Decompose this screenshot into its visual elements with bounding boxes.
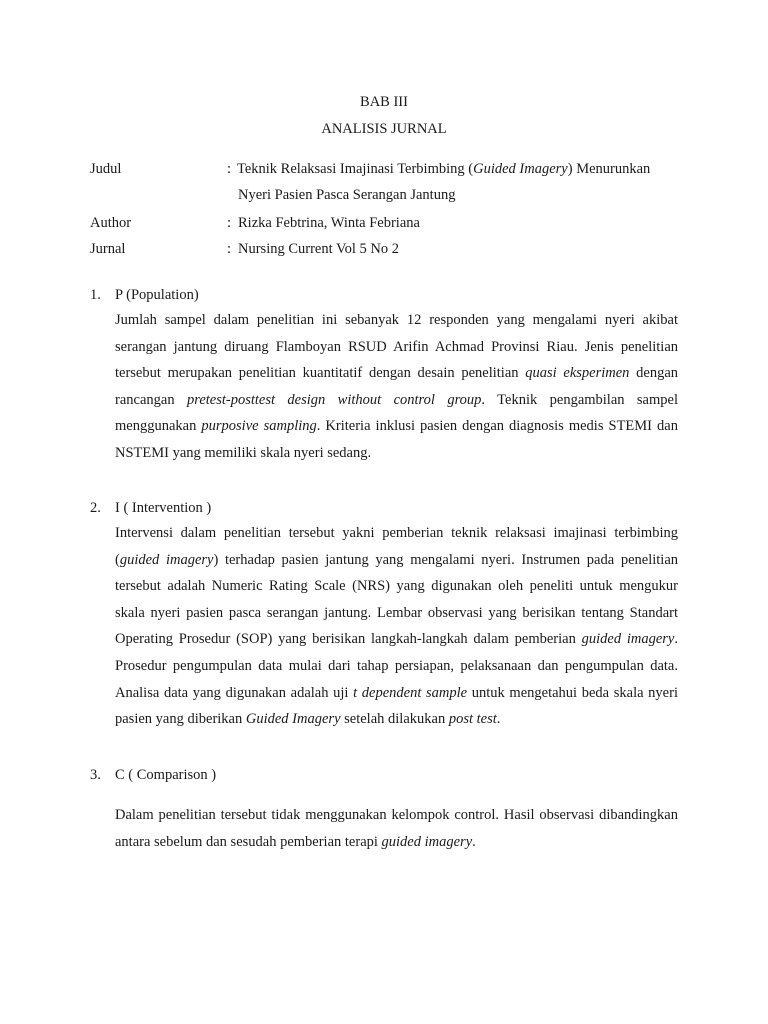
author-value: Rizka Febtrina, Winta Febriana — [238, 215, 420, 231]
chapter-heading: BAB III — [360, 94, 408, 110]
section-number: 2. — [90, 500, 101, 516]
judul-label: Judul — [90, 161, 122, 177]
judul-line1: Teknik Relaksasi Imajinasi Terbimbing (Guided Imagery) Menurunkan — [237, 161, 651, 177]
section-body: Jumlah sampel dalam penelitian ini sebanyak 12 responden yang mengalami nyeri akibat serangan jantung diruang Flamboyan RSUD Arifin Achmad Provinsi Riau. Jenis penelitian tersebut merupakan penelitian kuantitatif dengan desain penelitian quasi eksperimen dengan rancangan pretest-posttest design without control group. Teknik pengambilan sampel menggunakan purposive sampling. Kriteria inklusi pasien dengan diagnosis medis STEMI dan NSTEMI yang memiliki skala nyeri sedang. — [115, 312, 679, 461]
judul-line2: Nyeri Pasien Pasca Serangan Jantung — [238, 187, 456, 203]
section-body: Dalam penelitian tersebut tidak menggunakan kelompok control. Hasil observasi dibandingkan antara sebelum dan sesudah pemberian terapi guided imagery. — [115, 807, 678, 850]
section-number: 1. — [90, 287, 101, 303]
jurnal-colon: : — [227, 241, 232, 257]
judul-colon: : — [227, 161, 232, 177]
section-title: P (Population) — [115, 287, 199, 303]
judul-value — [237, 156, 674, 208]
author-label: Author — [90, 215, 132, 231]
author-colon: : — [227, 215, 232, 231]
jurnal-label: Jurnal — [90, 241, 126, 257]
section-body: Intervensi dalam penelitian tersebut yakni pemberian teknik relaksasi imajinasi terbimbing (guided imagery) terhadap pasien jantung yang mengalami nyeri. Instrumen pada penelitian tersebut adalah Numeric Rating Scale (NRS) yang digunakan oleh peneliti untuk mengukur skala nyeri pasien pasca serangan jantung. Lembar observasi yang berisikan tentang Standart Operating Prosedur (SOP) yang berisikan langkah-langkah dalam pemberian guided imagery. Prosedur pengumpulan data mulai dari tahap persiapan, pelaksanaan dan pengumpulan data. Analisa data yang digunakan adalah uji t dependent sample untuk mengetahui beda skala nyeri pasien yang diberikan Guided Imagery setelah dilakukan post test. — [115, 525, 679, 728]
section-title: C ( Comparison ) — [115, 767, 217, 783]
page-title: ANALISIS JURNAL — [321, 121, 447, 137]
jurnal-value: Nursing Current Vol 5 No 2 — [238, 241, 399, 257]
section-title: I ( Intervention ) — [115, 500, 212, 516]
section-number: 3. — [90, 767, 101, 783]
